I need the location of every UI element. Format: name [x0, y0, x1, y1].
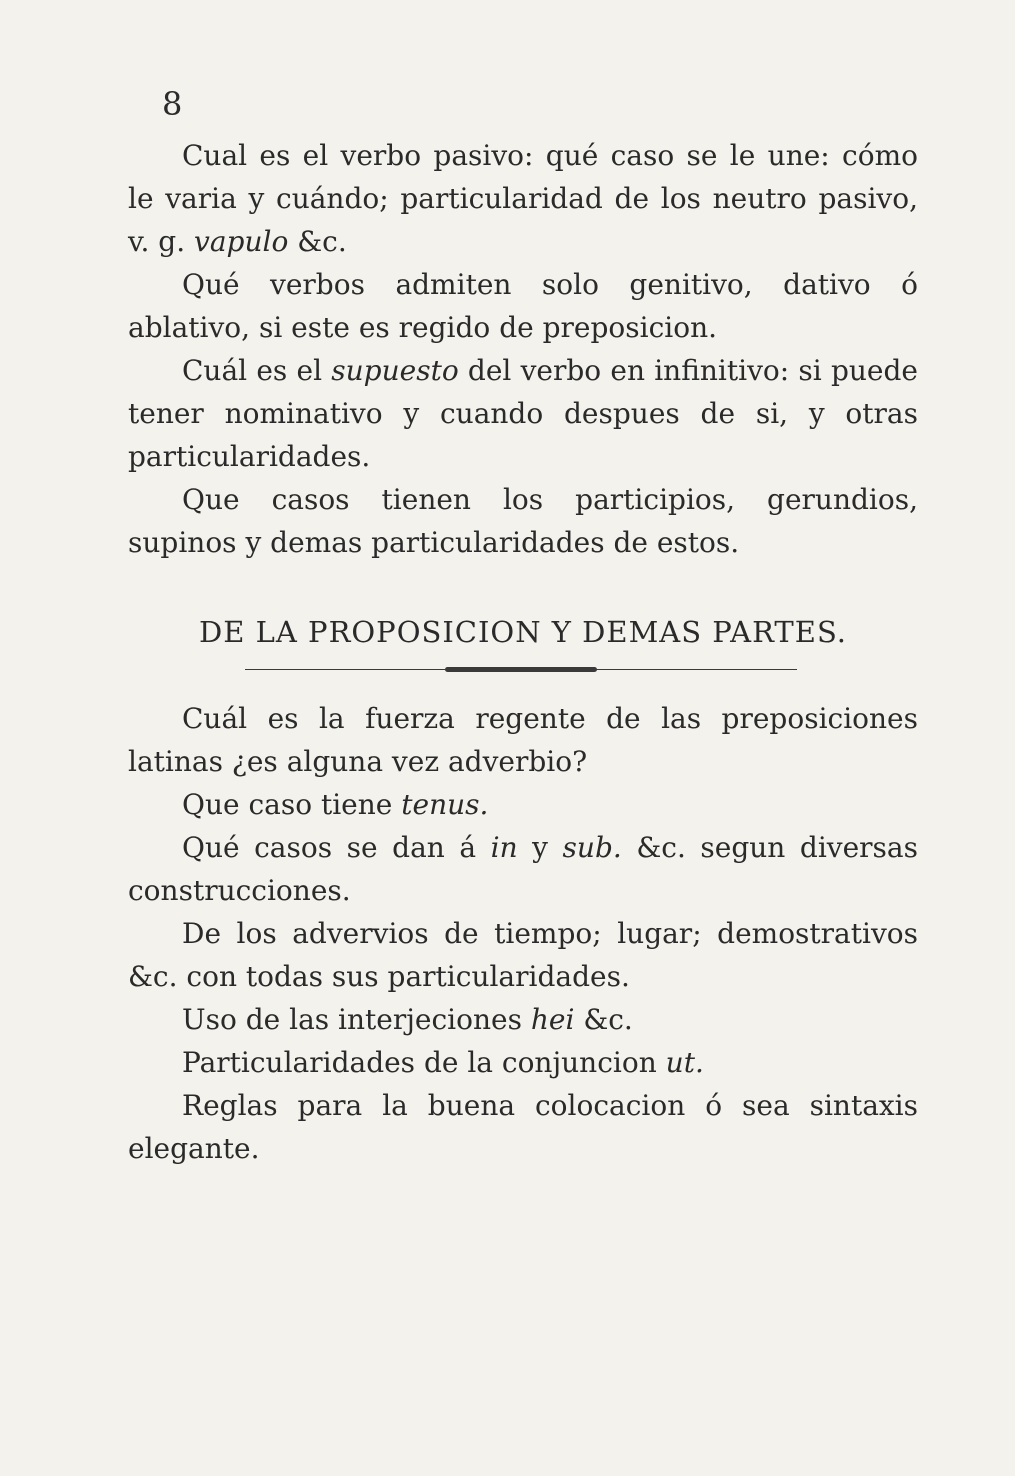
text-run: &c. segun diversas construcciones.: [128, 831, 918, 907]
text-run: Qué casos se dan á: [182, 831, 491, 864]
question-paragraph: [128, 1084, 918, 1170]
question-paragraph: [128, 263, 918, 349]
text-run: De los advervios de tiempo; lugar; demostrativos &c. con todas sus particularidades.: [128, 917, 918, 993]
question-paragraph: [128, 998, 918, 1041]
question-paragraph: [128, 783, 918, 826]
question-paragraph: [128, 912, 918, 998]
italic-term: ut.: [665, 1046, 704, 1079]
text-run: &c.: [574, 1003, 633, 1036]
question-list-verbs: [128, 134, 918, 564]
text-run: Uso de las interjeciones: [182, 1003, 531, 1036]
text-run: Qué verbos admiten solo genitivo, dativo ó ablativo, si este es regido de preposicion.: [128, 268, 918, 344]
text-run: &c.: [288, 225, 347, 258]
italic-term: hei: [530, 1003, 575, 1036]
text-run: Particularidades de la conjuncion: [182, 1046, 666, 1079]
question-paragraph: [128, 134, 918, 263]
italic-term: in: [490, 831, 518, 864]
text-run: Que caso tiene: [182, 788, 402, 821]
question-paragraph: [128, 1041, 918, 1084]
question-list-particles: [128, 697, 918, 1170]
text-run: Cuál es el: [182, 354, 332, 387]
text-run: y: [517, 831, 563, 864]
text-run: Cual es el verbo pasivo: qué caso se le une: cómo le varia y cuándo; particularidad de los neutro pasivo, v. g.: [128, 139, 918, 258]
italic-term: supuesto: [331, 354, 459, 387]
italic-term: tenus.: [401, 788, 489, 821]
italic-term: sub.: [562, 831, 622, 864]
italic-term: vapulo: [194, 225, 289, 258]
question-paragraph: [128, 826, 918, 912]
question-paragraph: [128, 697, 918, 783]
text-run: del verbo en infinitivo: si puede tener nominativo y cuando despues de si, y otras particularidades.: [128, 354, 918, 473]
ornamental-divider: [245, 667, 797, 673]
divider-ornament: [445, 667, 597, 672]
text-run: Reglas para la buena colocacion ó sea sintaxis elegante.: [128, 1089, 918, 1165]
page-number: 8: [162, 85, 183, 123]
text-run: Que casos tienen los participios, gerundios, supinos y demas particularidades de estos.: [128, 483, 918, 559]
question-paragraph: [128, 349, 918, 478]
section-heading: DE LA PROPOSICION Y DEMAS PARTES.: [199, 615, 847, 649]
question-paragraph: [128, 478, 918, 564]
text-run: Cuál es la fuerza regente de las preposiciones latinas ¿es alguna vez adverbio?: [128, 702, 918, 778]
